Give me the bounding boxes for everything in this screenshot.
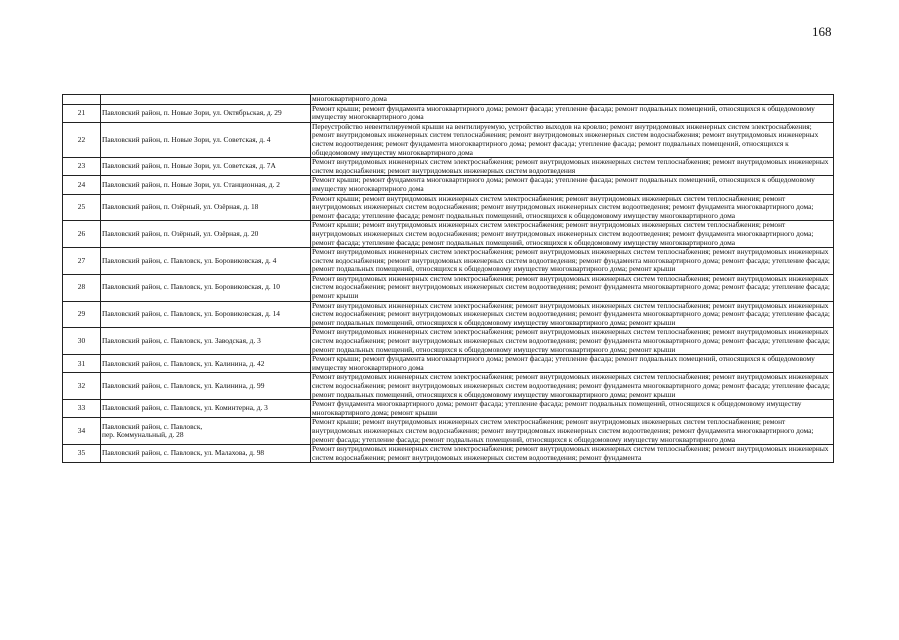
row-number-cell: 21 — [63, 104, 101, 122]
table-row — [63, 221, 834, 248]
address-cell: Павловский район, п. Новые Зори, ул. Советская, д. 7А — [101, 158, 311, 176]
row-number-cell: 22 — [63, 122, 101, 157]
works-cell: Ремонт внутридомовых инженерных систем электроснабжения; ремонт внутридомовых инженерных систем теплоснабжения; ремонт внутридомовых инженерных систем водоснабжения; ремонт внутридомовых инженерных систем водоотведения; ремонт фундамента — [311, 445, 834, 463]
table-row — [63, 194, 834, 221]
row-number-cell: 34 — [63, 418, 101, 445]
address-cell: Павловский район, с. Павловск, ул. Боровиковская, д. 10 — [101, 274, 311, 301]
row-number-cell: 27 — [63, 248, 101, 275]
works-cell: Ремонт фундамента многоквартирного дома; ремонт фасада; утепление фасада; ремонт подвальных помещений, относящихся к общедомовому имуществу многоквартирного дома; ремонт крыши — [311, 400, 834, 418]
table-row — [63, 328, 834, 355]
works-cell: Ремонт внутридомовых инженерных систем электроснабжения; ремонт внутридомовых инженерных систем теплоснабжения; ремонт внутридомовых инженерных систем водоснабжения; ремонт внутридомовых инженерных систем водоотведения; ремонт фундамента многоквартирного дома; ремонт фасада; утепление фасада; ремонт подвальных помещений, относящихся к общедомовому имуществу многоквартирного дома; ремонт крыши — [311, 328, 834, 355]
table-row — [63, 176, 834, 194]
works-cell: Ремонт крыши; ремонт внутридомовых инженерных систем электроснабжения; ремонт внутридомовых инженерных систем теплоснабжения; ремонт внутридомовых инженерных систем водоснабжения; ремонт внутридомовых инженерных систем водоотведения; ремонт фундамента многоквартирного дома; ремонт фасада; утепление фасада; ремонт подвальных помещений, относящихся к общедомовому имуществу многоквартирного дома — [311, 221, 834, 248]
works-cell: Ремонт крыши; ремонт внутридомовых инженерных систем электроснабжения; ремонт внутридомовых инженерных систем теплоснабжения; ремонт внутридомовых инженерных систем водоснабжения; ремонт внутридомовых инженерных систем водоотведения; ремонт фундамента многоквартирного дома; ремонт фасада; утепление фасада; ремонт подвальных помещений, относящихся к общедомовому имуществу многоквартирного дома — [311, 194, 834, 221]
row-number-cell: 30 — [63, 328, 101, 355]
table-row — [63, 158, 834, 176]
table-row — [63, 122, 834, 157]
table-row — [63, 274, 834, 301]
address-cell: Павловский район, п. Озёрный, ул. Озёрная, д. 20 — [101, 221, 311, 248]
address-cell: Павловский район, с. Павловск, ул. Калинина, д. 42 — [101, 355, 311, 373]
address-cell: Павловский район, п. Новые Зори, ул. Станционная, д. 2 — [101, 176, 311, 194]
address-cell: Павловский район, п. Новые Зори, ул. Октябрьская, д. 29 — [101, 104, 311, 122]
row-number-cell — [63, 95, 101, 105]
address-cell: Павловский район, с. Павловск, ул. Заводская, д. 3 — [101, 328, 311, 355]
table-row — [63, 301, 834, 328]
works-cell: Ремонт внутридомовых инженерных систем электроснабжения; ремонт внутридомовых инженерных систем теплоснабжения; ремонт внутридомовых инженерных систем водоснабжения; ремонт внутридомовых инженерных систем водоотведения; ремонт фундамента многоквартирного дома; ремонт фасада; утепление фасада; ремонт подвальных помещений, относящихся к общедомовому имуществу многоквартирного дома; ремонт крыши — [311, 248, 834, 275]
table-row — [63, 355, 834, 373]
table-row — [63, 104, 834, 122]
table-row — [63, 248, 834, 275]
address-cell: Павловский район, п. Озёрный, ул. Озёрная, д. 18 — [101, 194, 311, 221]
repair-program-table — [62, 94, 834, 463]
address-cell: Павловский район, с. Павловск, ул. Калинина, д. 99 — [101, 373, 311, 400]
row-number-cell: 28 — [63, 274, 101, 301]
works-cell: многоквартирного дома — [311, 95, 834, 105]
address-cell: Павловский район, с. Павловск, ул. Коминтерна, д. 3 — [101, 400, 311, 418]
works-cell: Ремонт внутридомовых инженерных систем электроснабжения; ремонт внутридомовых инженерных систем теплоснабжения; ремонт внутридомовых инженерных систем водоснабжения; ремонт внутридомовых инженерных систем водоотведения; ремонт фундамента многоквартирного дома; ремонт фасада; утепление фасада; ремонт подвальных помещений, относящихся к общедомовому имуществу многоквартирного дома; ремонт крыши — [311, 373, 834, 400]
table-row — [63, 373, 834, 400]
row-number-cell: 25 — [63, 194, 101, 221]
row-number-cell: 24 — [63, 176, 101, 194]
continuation-row — [63, 95, 834, 105]
row-number-cell: 26 — [63, 221, 101, 248]
works-cell: Ремонт внутридомовых инженерных систем электроснабжения; ремонт внутридомовых инженерных систем теплоснабжения; ремонт внутридомовых инженерных систем водоснабжения; ремонт внутридомовых инженерных систем водоотведения — [311, 158, 834, 176]
row-number-cell: 33 — [63, 400, 101, 418]
works-cell: Ремонт крыши; ремонт внутридомовых инженерных систем электроснабжения; ремонт внутридомовых инженерных систем теплоснабжения; ремонт внутридомовых инженерных систем водоснабжения; ремонт внутридомовых инженерных систем водоотведения; ремонт фундамента многоквартирного дома; ремонт фасада; утепление фасада; ремонт подвальных помещений, относящихся к общедомовому имуществу многоквартирного дома — [311, 418, 834, 445]
address-cell: Павловский район, с. Павловск, ул. Боровиковская, д. 14 — [101, 301, 311, 328]
table-body — [63, 95, 834, 463]
table-row — [63, 400, 834, 418]
works-cell: Ремонт крыши; ремонт фундамента многоквартирного дома; ремонт фасада; утепление фасада; ремонт подвальных помещений, относящихся к общедомовому имуществу многоквартирного дома — [311, 176, 834, 194]
address-cell: Павловский район, с. Павловск, пер. Коммунальный, д. 28 — [101, 418, 311, 445]
address-cell: Павловский район, п. Новые Зори, ул. Советская, д. 4 — [101, 122, 311, 157]
works-cell: Ремонт внутридомовых инженерных систем электроснабжения; ремонт внутридомовых инженерных систем теплоснабжения; ремонт внутридомовых инженерных систем водоснабжения; ремонт внутридомовых инженерных систем водоотведения; ремонт фундамента многоквартирного дома; ремонт фасада; утепление фасада; ремонт подвальных помещений, относящихся к общедомовому имуществу многоквартирного дома; ремонт крыши — [311, 301, 834, 328]
page-number: 168 — [812, 24, 832, 39]
works-cell: Ремонт крыши; ремонт фундамента многоквартирного дома; ремонт фасада; утепление фасада; ремонт подвальных помещений, относящихся к общедомовому имуществу многоквартирного дома — [311, 355, 834, 373]
table-row — [63, 418, 834, 445]
works-cell: Ремонт крыши; ремонт фундамента многоквартирного дома; ремонт фасада; утепление фасада; ремонт подвальных помещений, относящихся к общедомовому имуществу многоквартирного дома — [311, 104, 834, 122]
works-cell: Переустройство невентилируемой крыши на вентилируемую, устройство выходов на кровлю; ремонт внутридомовых инженерных систем электроснабжения; ремонт внутридомовых инженерных систем теплоснабжения; ремонт внутридомовых инженерных систем водоснабжения; ремонт внутридомовых инженерных систем водоотведения; ремонт фундамента многоквартирного дома; ремонт фасада; утепление фасада; ремонт подвальных помещений, относящихся к общедомовому имуществу многоквартирного дома — [311, 122, 834, 157]
address-cell: Павловский район, с. Павловск, ул. Боровиковская, д. 4 — [101, 248, 311, 275]
address-cell — [101, 95, 311, 105]
address-cell: Павловский район, с. Павловск, ул. Малахова, д. 98 — [101, 445, 311, 463]
row-number-cell: 35 — [63, 445, 101, 463]
table-row — [63, 445, 834, 463]
row-number-cell: 32 — [63, 373, 101, 400]
works-cell: Ремонт внутридомовых инженерных систем электроснабжения; ремонт внутридомовых инженерных систем теплоснабжения; ремонт внутридомовых инженерных систем водоснабжения; ремонт внутридомовых инженерных систем водоотведения; ремонт фундамента многоквартирного дома; ремонт фасада; утепление фасада; ремонт крыши — [311, 274, 834, 301]
row-number-cell: 23 — [63, 158, 101, 176]
row-number-cell: 31 — [63, 355, 101, 373]
row-number-cell: 29 — [63, 301, 101, 328]
